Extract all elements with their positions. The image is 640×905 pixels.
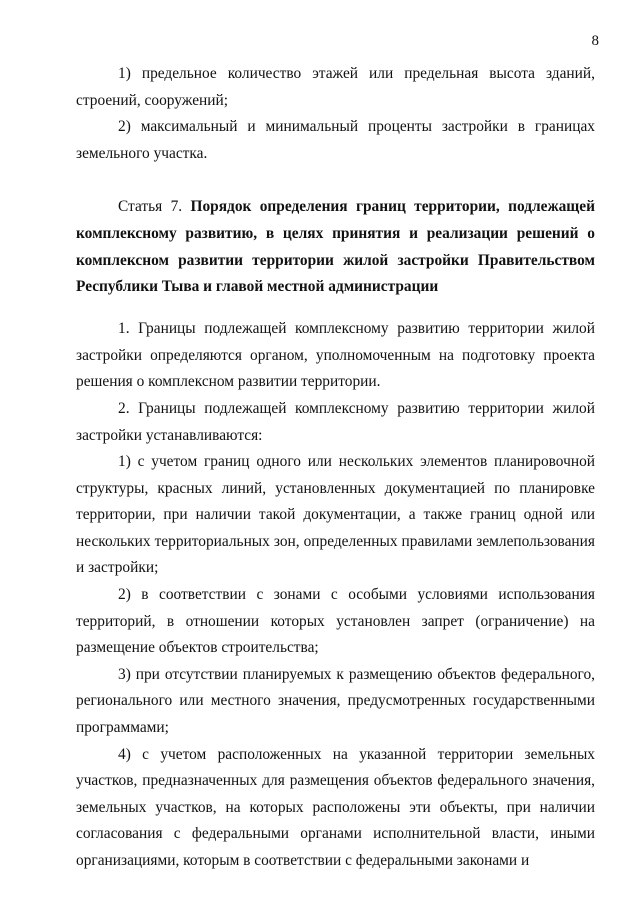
paragraph-item-1: 1) предельное количество этажей или предельная высота зданий, строений, сооружений; — [76, 65, 595, 109]
article-heading — [76, 194, 595, 300]
paragraph-subitem-2: 2) в соответствии с зонами с особыми условиями использования территорий, в отношении которых установлен запрет (ограничение) на размещение объектов строительства; — [76, 586, 595, 657]
paragraph-clause-2: 2. Границы подлежащей комплексному развитию территории жилой застройки устанавливаются: — [76, 399, 595, 444]
document-body — [76, 61, 595, 875]
article-prefix: Статья 7. — [118, 198, 183, 216]
paragraph-item-2: 2) максимальный и минимальный проценты застройки в границах земельного участка. — [76, 118, 595, 162]
paragraph-clause-1: 1. Границы подлежащей комплексному развитию территории жилой застройки определяются органом, уполномоченным на подготовку проекта решения о комплексном развитии территории. — [76, 320, 595, 391]
paragraph-subitem-1: 1) с учетом границ одного или нескольких элементов планировочной структуры, красных линий, установленных документацией по планировке территории, при наличии такой документации, а также границ одной или нескольких территориальных зон, определенных правилами землепользования и застройки; — [76, 453, 595, 577]
article-title: Порядок определения границ территории, подлежащей комплексному развитию, в целях принятия и реализации решений о комплексном развитии территории жилой застройки Правительством Республики Тыва и главой местной администрации — [76, 198, 595, 296]
paragraph-subitem-3: 3) при отсутствии планируемых к размещению объектов федерального, регионального или местного значения, предусмотренных государственными программами; — [76, 665, 595, 737]
paragraph-subitem-4: 4) с учетом расположенных на указанной территории земельных участков, предназначенных для размещения объектов федерального значения, земельных участков, на которых расположены эти объекты, при наличии согласования с федеральными органами исполнительной власти, иными организациями, которым в соответствии с федеральными законами и — [76, 745, 595, 870]
page-number: 8 — [591, 33, 599, 49]
